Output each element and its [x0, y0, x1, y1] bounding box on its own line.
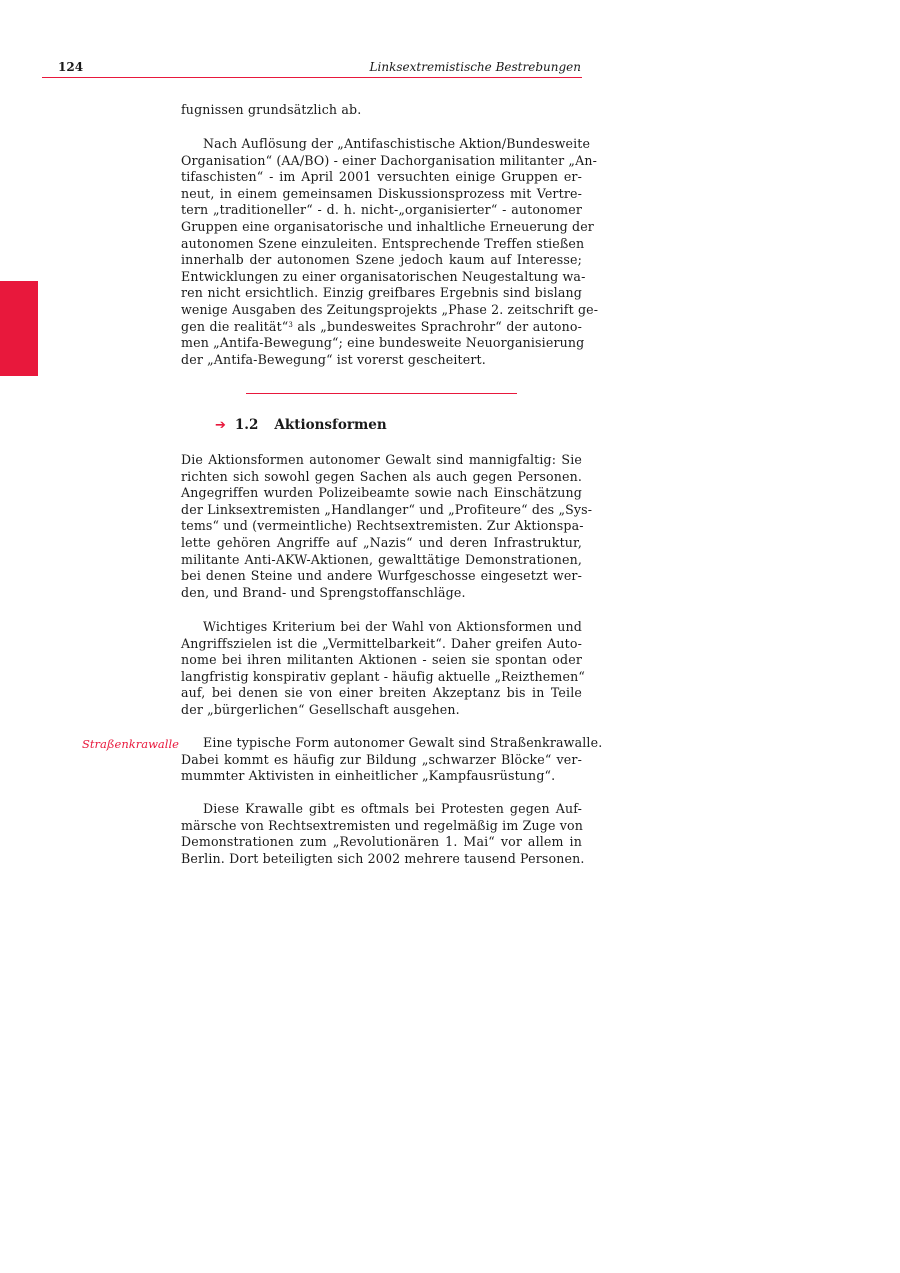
text-line: mummter Aktivisten in einheitlicher „Kampfausrüstung“. [181, 768, 556, 784]
margin-note-strassenkrawalle: Straßenkrawalle [82, 737, 179, 751]
text-fragment: als „bundesweites Sprachrohr“ der autono- [297, 318, 582, 334]
text-line: Angegriffen wurden Polizeibeamte sowie nach Einschätzung [181, 485, 582, 501]
text-line: Entwicklungen zu einer organisatorischen Neugestaltung wa- [181, 268, 586, 284]
text-line: tern „traditioneller“ - d. h. nicht-„organisierter“ - autonomer [181, 202, 582, 218]
section-title: Aktionsformen [274, 417, 387, 433]
text-line: richten sich sowohl gegen Sachen als auch gegen Personen. [181, 468, 582, 484]
section-heading [215, 417, 387, 433]
text-line: Gruppen eine organisatorische und inhaltliche Erneuerung der [181, 218, 594, 234]
footnote-marker[interactable]: 3 [288, 320, 293, 329]
text-line: militante Anti-AKW-Aktionen, gewalttätige Demonstrationen, [181, 551, 582, 567]
text-line-with-footnote [181, 319, 582, 336]
text-line: bei denen Steine und andere Wurfgeschosse eingesetzt wer- [181, 568, 582, 584]
paragraph-kriterium [181, 619, 585, 719]
text-line: tems“ und (vermeintliche) Rechtsextremisten. Zur Aktionspa- [181, 518, 584, 534]
text-line: Wichtiges Kriterium bei der Wahl von Aktionsformen und [203, 619, 582, 634]
chapter-side-tab [0, 281, 38, 376]
paragraph-krawalle-protest [181, 801, 585, 867]
text-line: Die Aktionsformen autonomer Gewalt sind mannigfaltig: Sie [181, 452, 582, 467]
text-line: Eine typische Form autonomer Gewalt sind Straßenkrawalle. [203, 735, 603, 750]
text-line: Berlin. Dort beteiligten sich 2002 mehrere tausend Personen. [181, 850, 585, 866]
text-line: wenige Ausgaben des Zeitungsprojekts „Phase 2. zeitschrift ge- [181, 301, 599, 317]
text-line: der „Antifa-Bewegung“ ist vorerst gescheitert. [181, 351, 486, 367]
text-line: men „Antifa-Bewegung“; eine bundesweite Neuorganisierung [181, 335, 585, 351]
text-line: märsche von Rechtsextremisten und regelmäßig im Zuge von [181, 817, 583, 833]
text-line: Organisation“ (AA/BO) - einer Dachorganisation militanter „An- [181, 152, 598, 168]
text-fragment: gen die realität“ [181, 318, 289, 334]
text-line: lette gehören Angriffe auf „Nazis“ und deren Infrastruktur, [181, 534, 582, 550]
text-line: der Linksextremisten „Handlanger“ und „Profiteure“ des „Sys- [181, 501, 593, 517]
paragraph-strassenkrawalle [181, 735, 603, 785]
text-line: langfristig konspirativ geplant - häufig aktuelle „Reizthemen“ [181, 668, 585, 684]
right-arrow-icon: ➔ [215, 418, 226, 433]
running-head: Linksextremistische Bestrebungen [369, 60, 581, 74]
text-line: ren nicht ersichtlich. Einzig greifbares Ergebnis sind bislang [181, 285, 582, 301]
text-line: fugnissen grundsätzlich ab. [181, 102, 362, 117]
paragraph-continuation [181, 102, 582, 119]
text-line: Diese Krawalle gibt es oftmals bei Protesten gegen Auf- [203, 801, 582, 816]
text-line: Angriffszielen ist die „Vermittelbarkeit“. Daher greifen Auto- [181, 635, 582, 651]
section-number: 1.2 [234, 417, 259, 433]
text-line: nome bei ihren militanten Aktionen - seien sie spontan oder [181, 652, 582, 668]
text-line: Demonstrationen zum „Revolutionären 1. Mai“ vor allem in [181, 834, 582, 850]
text-line: den, und Brand- und Sprengstoffanschläge. [181, 584, 466, 600]
text-line: innerhalb der autonomen Szene jedoch kaum auf Interesse; [181, 252, 582, 268]
paragraph-aktionsformen [181, 452, 593, 601]
header-rule [42, 77, 582, 78]
text-line: autonomen Szene einzuleiten. Entsprechende Treffen stießen [181, 235, 585, 251]
text-line: auf, bei denen sie von einer breiten Akzeptanz bis in Teile [181, 685, 582, 701]
text-line: Dabei kommt es häufig zur Bildung „schwarzer Blöcke“ ver- [181, 751, 582, 767]
paragraph-aabo [181, 136, 599, 368]
section-divider [246, 393, 517, 394]
page-number: 124 [58, 60, 84, 74]
text-line: Nach Auflösung der „Antifaschistische Aktion/Bundesweite [203, 136, 591, 151]
text-line: tifaschisten“ - im April 2001 versuchten einige Gruppen er- [181, 169, 582, 185]
text-line: neut, in einem gemeinsamen Diskussionsprozess mit Vertre- [181, 185, 582, 201]
text-line: der „bürgerlichen“ Gesellschaft ausgehen. [181, 701, 460, 717]
